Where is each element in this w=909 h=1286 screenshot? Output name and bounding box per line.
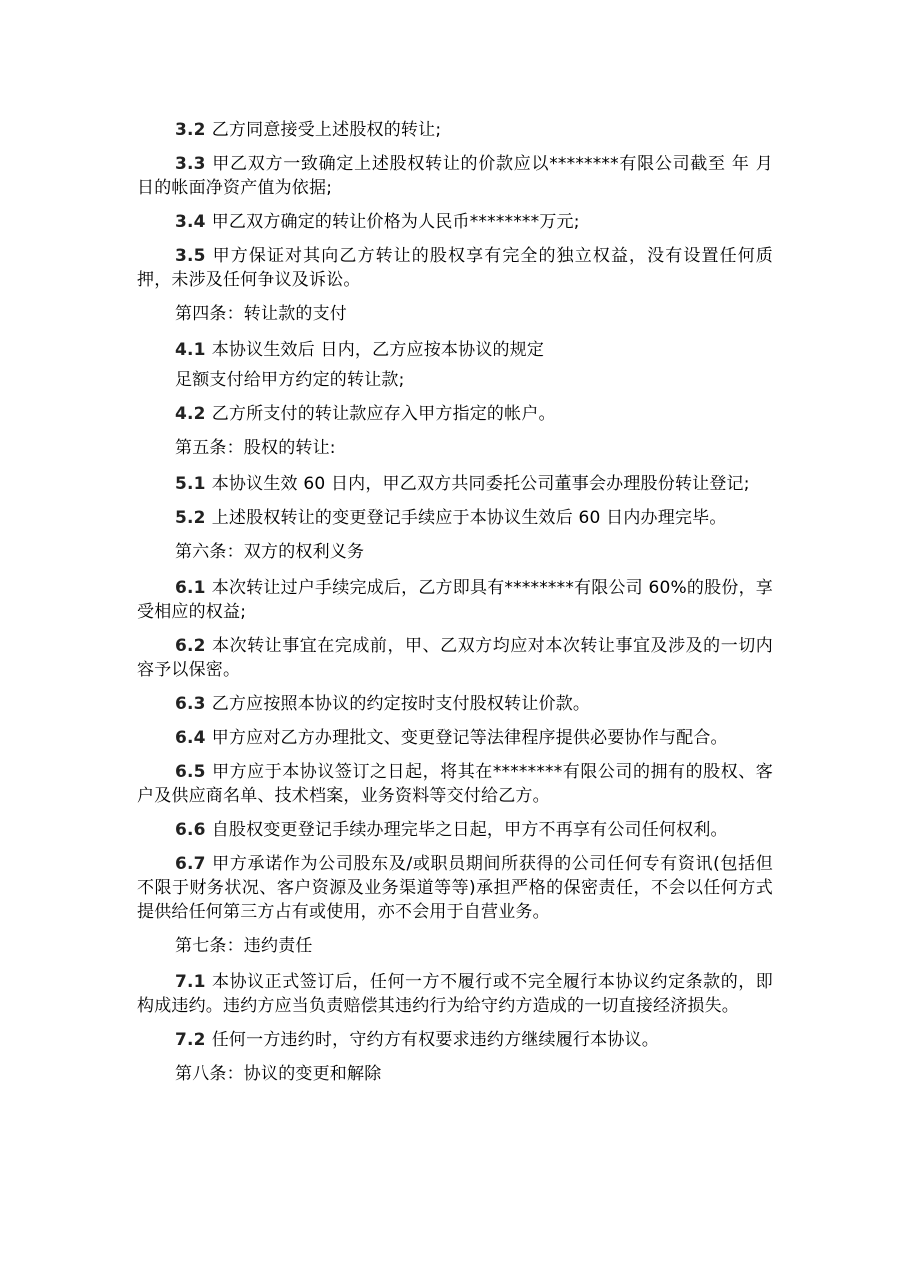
- article-6-heading: [137, 540, 773, 564]
- clause-number: 3.4: [175, 212, 206, 232]
- clause-number: 4.1: [175, 340, 206, 360]
- clause-text: 本协议生效 60 日内，甲乙双方共同委托公司董事会办理股份转让登记;: [211, 474, 750, 494]
- clause-number: 6.4: [175, 728, 206, 748]
- clause-6-4: [137, 726, 773, 750]
- article-4-heading: [137, 302, 773, 326]
- article-8-heading: [137, 1062, 773, 1086]
- clause-text: 甲方保证对其向乙方转让的股权享有完全的独立权益，没有设置任何质押，未涉及任何争议及诉讼。: [137, 246, 773, 290]
- article-heading-text: 第五条：股权的转让:: [175, 438, 336, 458]
- clause-number: 6.3: [175, 694, 206, 714]
- clause-text: 甲乙双方一致确定上述股权转让的价款应以********有限公司截至 年 月 日的帐面净资产值为依据;: [137, 154, 773, 198]
- clause-number: 7.2: [175, 1030, 206, 1050]
- clause-text: 本次转让过户手续完成后，乙方即具有********有限公司 60%的股份，享受相应的权益;: [137, 578, 773, 622]
- clause-6-2: [137, 634, 773, 682]
- article-heading-text: 第四条：转让款的支付: [175, 304, 347, 324]
- clause-4-1: [137, 338, 773, 362]
- clause-text: 本次转让事宜在完成前，甲、乙双方均应对本次转让事宜及涉及的一切内容予以保密。: [137, 636, 773, 680]
- clause-text: 本协议生效后 日内，乙方应按本协议的规定: [211, 340, 545, 360]
- clause-3-2: [137, 118, 773, 142]
- clause-text: 上述股权转让的变更登记手续应于本协议生效后 60 日内办理完毕。: [211, 508, 727, 528]
- clause-text: 甲乙双方确定的转让价格为人民币********万元;: [211, 212, 580, 232]
- clause-7-1: [137, 970, 773, 1018]
- clause-number: 7.1: [175, 972, 206, 992]
- article-heading-text: 第七条：违约责任: [175, 936, 313, 956]
- article-7-heading: [137, 934, 773, 958]
- clause-text: 任何一方违约时，守约方有权要求违约方继续履行本协议。: [211, 1030, 659, 1050]
- clause-number: 5.1: [175, 474, 206, 494]
- clause-number: 3.3: [175, 154, 206, 174]
- clause-6-3: [137, 692, 773, 716]
- clause-number: 6.6: [175, 820, 206, 840]
- document-body: [137, 118, 773, 1098]
- clause-3-5: [137, 244, 773, 292]
- clause-number: 5.2: [175, 508, 206, 528]
- clause-text: 本协议正式签订后，任何一方不履行或不完全履行本协议约定条款的，即构成违约。违约方应当负责赔偿其违约行为给守约方造成的一切直接经济损失。: [137, 972, 773, 1016]
- article-5-heading: [137, 436, 773, 460]
- clause-text: 甲方承诺作为公司股东及/或职员期间所获得的公司任何专有资讯(包括但不限于财务状况、客户资源及业务渠道等等)承担严格的保密责任，不会以任何方式提供给任何第三方占有或使用，亦不会用于自营业务。: [137, 854, 773, 922]
- clause-number: 6.7: [175, 854, 206, 874]
- clause-6-6: [137, 818, 773, 842]
- clause-number: 6.1: [175, 578, 206, 598]
- clause-4-2: [137, 402, 773, 426]
- clause-number: 4.2: [175, 404, 206, 424]
- clause-text: 自股权变更登记手续办理完毕之日起，甲方不再享有公司任何权利。: [211, 820, 728, 840]
- clause-text: 足额支付给甲方约定的转让款;: [175, 370, 405, 390]
- clause-text: 乙方应按照本协议的约定按时支付股权转让价款。: [211, 694, 591, 714]
- article-heading-text: 第六条：双方的权利义务: [175, 542, 365, 562]
- clause-number: 3.5: [175, 246, 206, 266]
- clause-4-1-continued: [137, 368, 773, 392]
- article-heading-text: 第八条：协议的变更和解除: [175, 1064, 382, 1084]
- clause-number: 3.2: [175, 120, 206, 140]
- clause-6-5: [137, 760, 773, 808]
- clause-number: 6.2: [175, 636, 206, 656]
- clause-3-3: [137, 152, 773, 200]
- clause-text: 乙方同意接受上述股权的转让;: [211, 120, 442, 140]
- clause-3-4: [137, 210, 773, 234]
- clause-text: 乙方所支付的转让款应存入甲方指定的帐户。: [211, 404, 556, 424]
- clause-5-1: [137, 472, 773, 496]
- clause-6-1: [137, 576, 773, 624]
- clause-number: 6.5: [175, 762, 206, 782]
- clause-6-7: [137, 852, 773, 924]
- clause-text: 甲方应于本协议签订之日起，将其在********有限公司的拥有的股权、客户及供应商名单、技术档案，业务资料等交付给乙方。: [137, 762, 773, 806]
- clause-7-2: [137, 1028, 773, 1052]
- clause-text: 甲方应对乙方办理批文、变更登记等法律程序提供必要协作与配合。: [211, 728, 728, 748]
- clause-5-2: [137, 506, 773, 530]
